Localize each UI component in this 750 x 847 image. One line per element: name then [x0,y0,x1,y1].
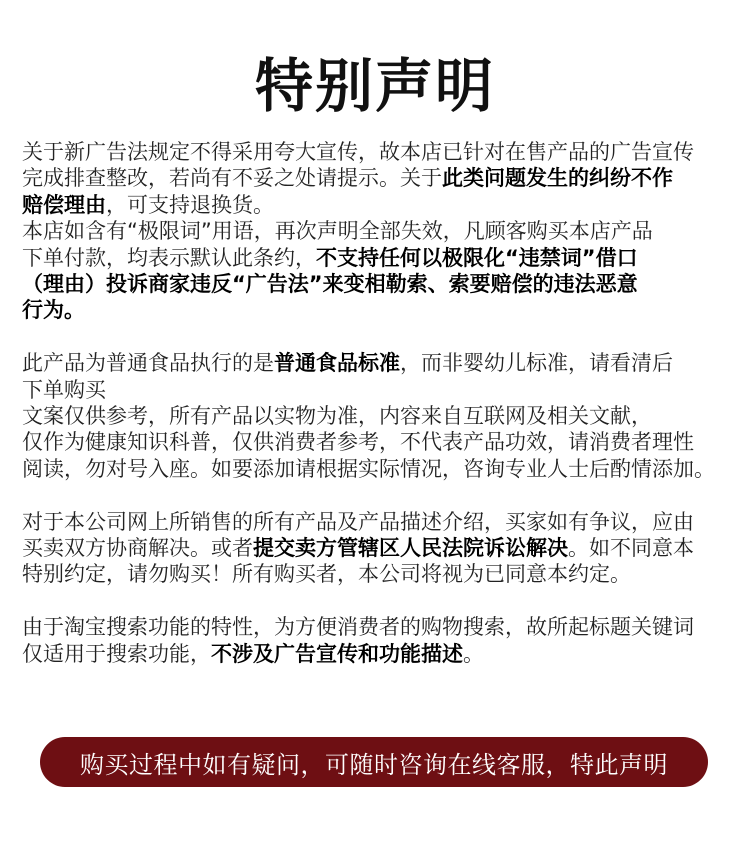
body-text: 买卖双方协商解决。或者 [22,536,253,561]
body-text: 本店如含有“极限词”用语，再次声明全部失效，凡顾客购买本店产品 [22,219,653,244]
bold-text: 赔偿理由 [22,192,106,217]
body-text: 由于淘宝搜索功能的特性，为方便消费者的购物搜索，故所起标题关键词 [22,615,694,640]
bold-text: 行为。 [22,298,85,323]
bold-text: 提交卖方管辖区人民法院诉讼解决 [253,536,568,561]
paragraph-line [22,535,732,561]
paragraph-line [22,165,732,191]
footer-text: 购买过程中如有疑问，可随时咨询在线客服，特此声明 [80,750,668,779]
paragraph-gap [22,588,732,614]
body-text: 特别约定，请勿购买！所有购买者，本公司将视为已同意本约定。 [22,562,631,587]
body-text: 完成排查整改，若尚有不妥之处请提示。关于 [22,166,442,191]
body-text: 。如不同意本 [568,536,694,561]
paragraph-gap [22,482,732,508]
body-text: 对于本公司网上所销售的所有产品及产品描述介绍，买家如有争议，应由 [22,509,694,534]
body-text: 仅适用于搜索功能， [22,641,211,666]
paragraph-line [22,614,732,640]
notice-body [22,139,732,667]
paragraph-line [22,139,732,165]
body-text: 关于新广告法规定不得采用夸大宣传，故本店已针对在售产品的广告宣传 [22,140,694,164]
paragraph-line [22,245,732,271]
notice-paragraph [22,614,732,667]
paragraph-line [22,192,732,218]
bold-text: （理由）投诉商家违反“广告法”来变相勒索、索要赔偿的违法恶意 [22,272,638,297]
body-text: ，可支持退换货。 [106,192,274,217]
body-text: 。 [463,641,484,666]
body-text: ，而非婴幼儿标准，请看清后 [400,351,673,376]
body-text: 仅作为健康知识科普，仅供消费者参考，不代表产品功效，请消费者理性 [22,430,694,455]
paragraph-gap [22,324,732,350]
page-title: 特别声明 [254,52,495,120]
body-text: 下单付款，均表示默认此条约， [22,245,316,270]
paragraph-line [22,271,732,297]
notice-paragraph [22,139,732,324]
paragraph-line [22,641,732,667]
paragraph-line [22,297,732,323]
paragraph-line [22,561,732,587]
bold-text: 普通食品标准 [274,351,400,376]
paragraph-line [22,218,732,244]
body-text: 文案仅供参考，所有产品以实物为准，内容来自互联网及相关文献， [22,404,652,429]
paragraph-line [22,509,732,535]
notice-paragraph [22,509,732,588]
bold-text: 不涉及广告宣传和功能描述 [211,641,463,666]
bold-text: 不支持任何以极限化“违禁词”借口 [316,245,638,270]
paragraph-line [22,377,732,403]
body-text: 下单购买 [22,377,106,402]
body-text: 阅读，勿对号入座。如要添加请根据实际情况，咨询专业人士后酌情添加。 [22,456,715,481]
body-text: 此产品为普通食品执行的是 [22,351,274,376]
notice-paragraph [22,350,732,482]
bold-text: 此类问题发生的纠纷不作 [442,166,673,191]
footer-banner [40,737,708,787]
paragraph-line [22,429,732,455]
paragraph-line [22,456,732,482]
paragraph-line [22,350,732,376]
paragraph-line [22,403,732,429]
